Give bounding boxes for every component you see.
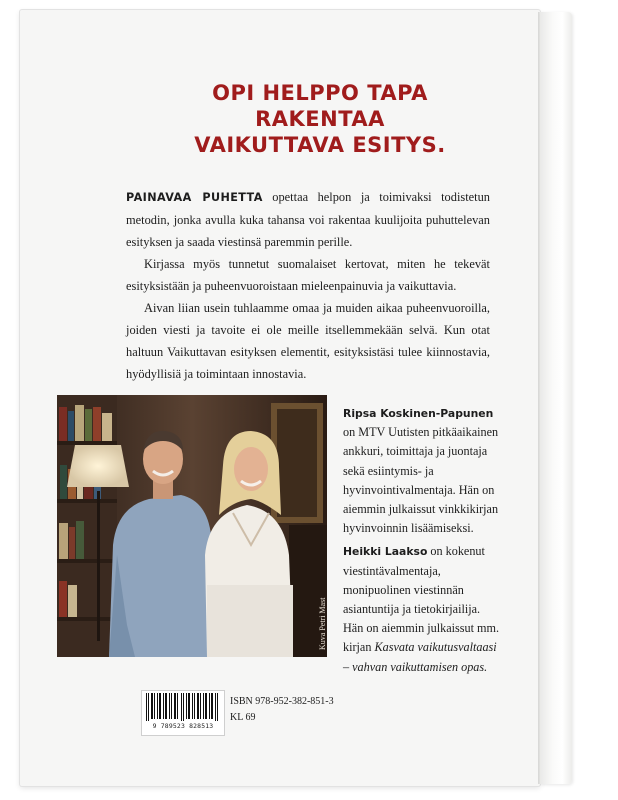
library-class: KL 69 bbox=[230, 712, 256, 723]
author-bio-1-text: on MTV Uutisten pitkäaikainen ankkuri, toimittaja ja juontaja sekä esiintymis- ja hyvinvointivalmentaja. Hän on aiemmin julkaissut vinkkikirjan hyvinvoinnin lisäämiseksi. bbox=[343, 425, 499, 536]
author-photo-illustration bbox=[57, 395, 327, 657]
barcode-bars bbox=[142, 691, 224, 721]
book-title-lead: PAINAVAA PUHETTA bbox=[126, 191, 263, 204]
blurb-text bbox=[126, 186, 490, 385]
author-bio-2 bbox=[343, 542, 503, 676]
blurb-paragraph-2: Kirjassa myös tunnetut suomalaiset kertovat, miten he tekevät esityksistään ja puheenvuoroistaan mieleenpainuvia ja vaikuttavia. bbox=[126, 257, 490, 293]
headline-line-2: RAKENTAA bbox=[255, 107, 385, 131]
cover-headline bbox=[150, 80, 490, 158]
blurb-paragraph-1 bbox=[126, 186, 490, 253]
headline-line-1: OPI HELPPO TAPA bbox=[212, 81, 428, 105]
headline-line-3: VAIKUTTAVA ESITYS. bbox=[194, 133, 446, 157]
author-bio-2-book-title: Kasvata vaikutusvaltaasi – vahvan vaikuttamisen opas. bbox=[343, 640, 497, 674]
author-bios bbox=[343, 404, 503, 681]
blurb-paragraph-1-rest: opettaa helpon ja toimivaksi todistetun metodin, jonka avulla kuka tahansa voi rakentaa kuulijoita puhuttelevan esityksen ja saada viestinsä paremmin perille. bbox=[126, 190, 490, 249]
barcode-digits: 9 789523 828513 bbox=[152, 722, 214, 730]
author-bio-2-text: on kokenut viestintävalmentaja, monipuolinen viestinnän asiantuntija ja tietokirjailija. Hän on aiemmin julkaissut mm. kirjan bbox=[343, 544, 500, 655]
author-name-1: Ripsa Koskinen-Papunen bbox=[343, 407, 494, 420]
isbn-number: ISBN 978-952-382-851-3 bbox=[230, 696, 334, 707]
book-spine bbox=[540, 12, 572, 784]
author-name-2: Heikki Laakso bbox=[343, 545, 428, 559]
author-photo bbox=[57, 395, 327, 657]
isbn-block bbox=[230, 694, 334, 726]
blurb-paragraph-3: Aivan liian usein tuhlaamme omaa ja muiden aikaa puheenvuoroilla, joiden viesti ja tavoite ei ole meille itsellemmekään selvä. Kun otat haltuun Vaikuttavan esityksen elementit, esityksistäsi tulee kiinnostavia, hyödyllisiä ja toimintaan innostavia. bbox=[126, 301, 490, 381]
author-bio-1 bbox=[343, 404, 503, 538]
photo-credit: Kuva Petri Mast bbox=[318, 597, 327, 650]
